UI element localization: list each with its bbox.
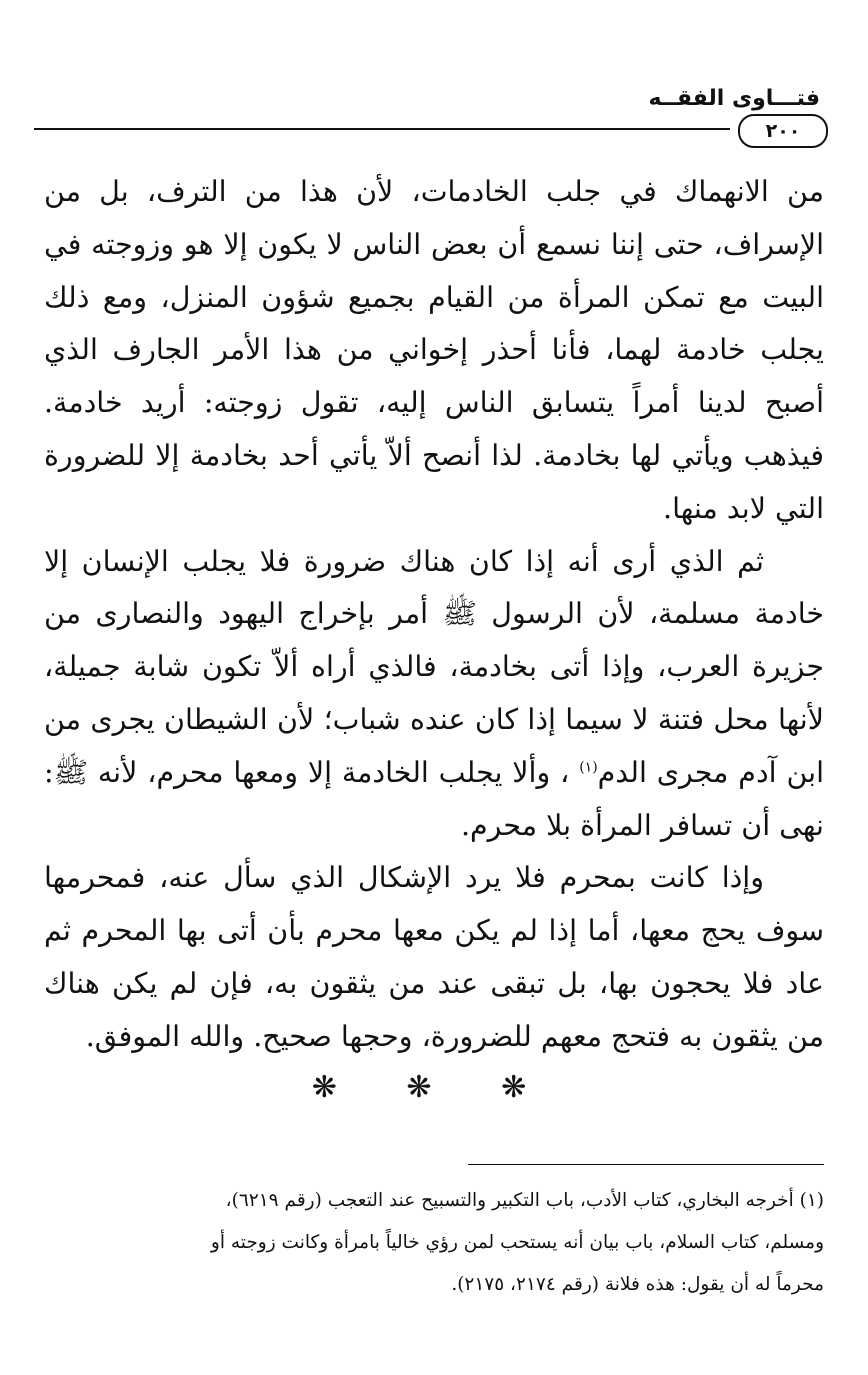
footnote-line-1: (١) أخرجه البخاري، كتاب الأدب، باب التكبير والتسبيح عند التعجب (رقم ٦٢١٩)، <box>225 1190 824 1211</box>
paragraph-3: وإذا كانت بمحرم فلا يرد الإشكال الذي سأل عنه، فمحرمها سوف يحج معها، أما إذا لم يكن معها محرم بأن أتى بها المحرم ثم عاد فلا يحجون بها، بل تبقى عند من يثقون به، فإن لم يكن هناك من يثقون به فتحج معهم للضرورة، وحجها صحيح. والله الموفق. <box>44 861 824 1053</box>
main-text <box>44 166 824 1064</box>
footnote-line-2: ومسلم، كتاب السلام، باب بيان أنه يستحب لمن رؤي خالياً بامرأة وكانت زوجته أو <box>210 1232 824 1253</box>
running-title: فتـــاوى الفقــه <box>648 86 820 111</box>
footnotes <box>44 1180 824 1306</box>
paragraph-2-part-2: ، وألا يجلب الخادمة إلا ومعها محرم، لأنه ﷺ: نهى أن تسافر المرأة بلا محرم. <box>44 755 824 842</box>
footnote-line-3: محرماً له أن يقول: هذه فلانة (رقم ٢١٧٤، ٢١٧٥). <box>451 1274 824 1295</box>
footnote-reference: (١) <box>579 759 598 776</box>
paragraph-1: من الانهماك في جلب الخادمات، لأن هذا من الترف، بل من الإسراف، حتى إننا نسمع أن بعض الناس لا يكون إلا هو وزوجته في البيت مع تمكن المرأة من القيام بجميع شؤون المنزل، ومع ذلك يجلب خادمة لهما، فأنا أحذر إخواني من هذا الأمر الجارف الذي أصبح لدينا أمراً يتسابق الناس إليه، تقول زوجته: أريد خادمة. فيذهب ويأتي لها بخادمة. لذا أنصح ألاّ يأتي أحد بخادمة إلا للضرورة التي لابد منها. <box>44 175 824 525</box>
footnote-rule <box>468 1164 824 1165</box>
page-header <box>34 82 834 154</box>
section-separator: ❋ ❋ ❋ <box>311 1070 557 1105</box>
header-rule <box>34 128 730 130</box>
paragraph-2-part-1: ثم الذي أرى أنه إذا كان هناك ضرورة فلا يجلب الإنسان إلا خادمة مسلمة، لأن الرسول ﷺ أمر بإخراج اليهود والنصارى من جزيرة العرب، وإذا أتى بخادمة، فالذي أراه ألاّ تكون شابة جميلة، لأنها محل فتنة لا سيما إذا كان عنده شباب؛ لأن الشيطان يجرى من ابن آدم مجرى الدم <box>44 544 824 789</box>
page-number: ٢٠٠ <box>738 114 828 148</box>
paragraph-2 <box>44 536 824 853</box>
